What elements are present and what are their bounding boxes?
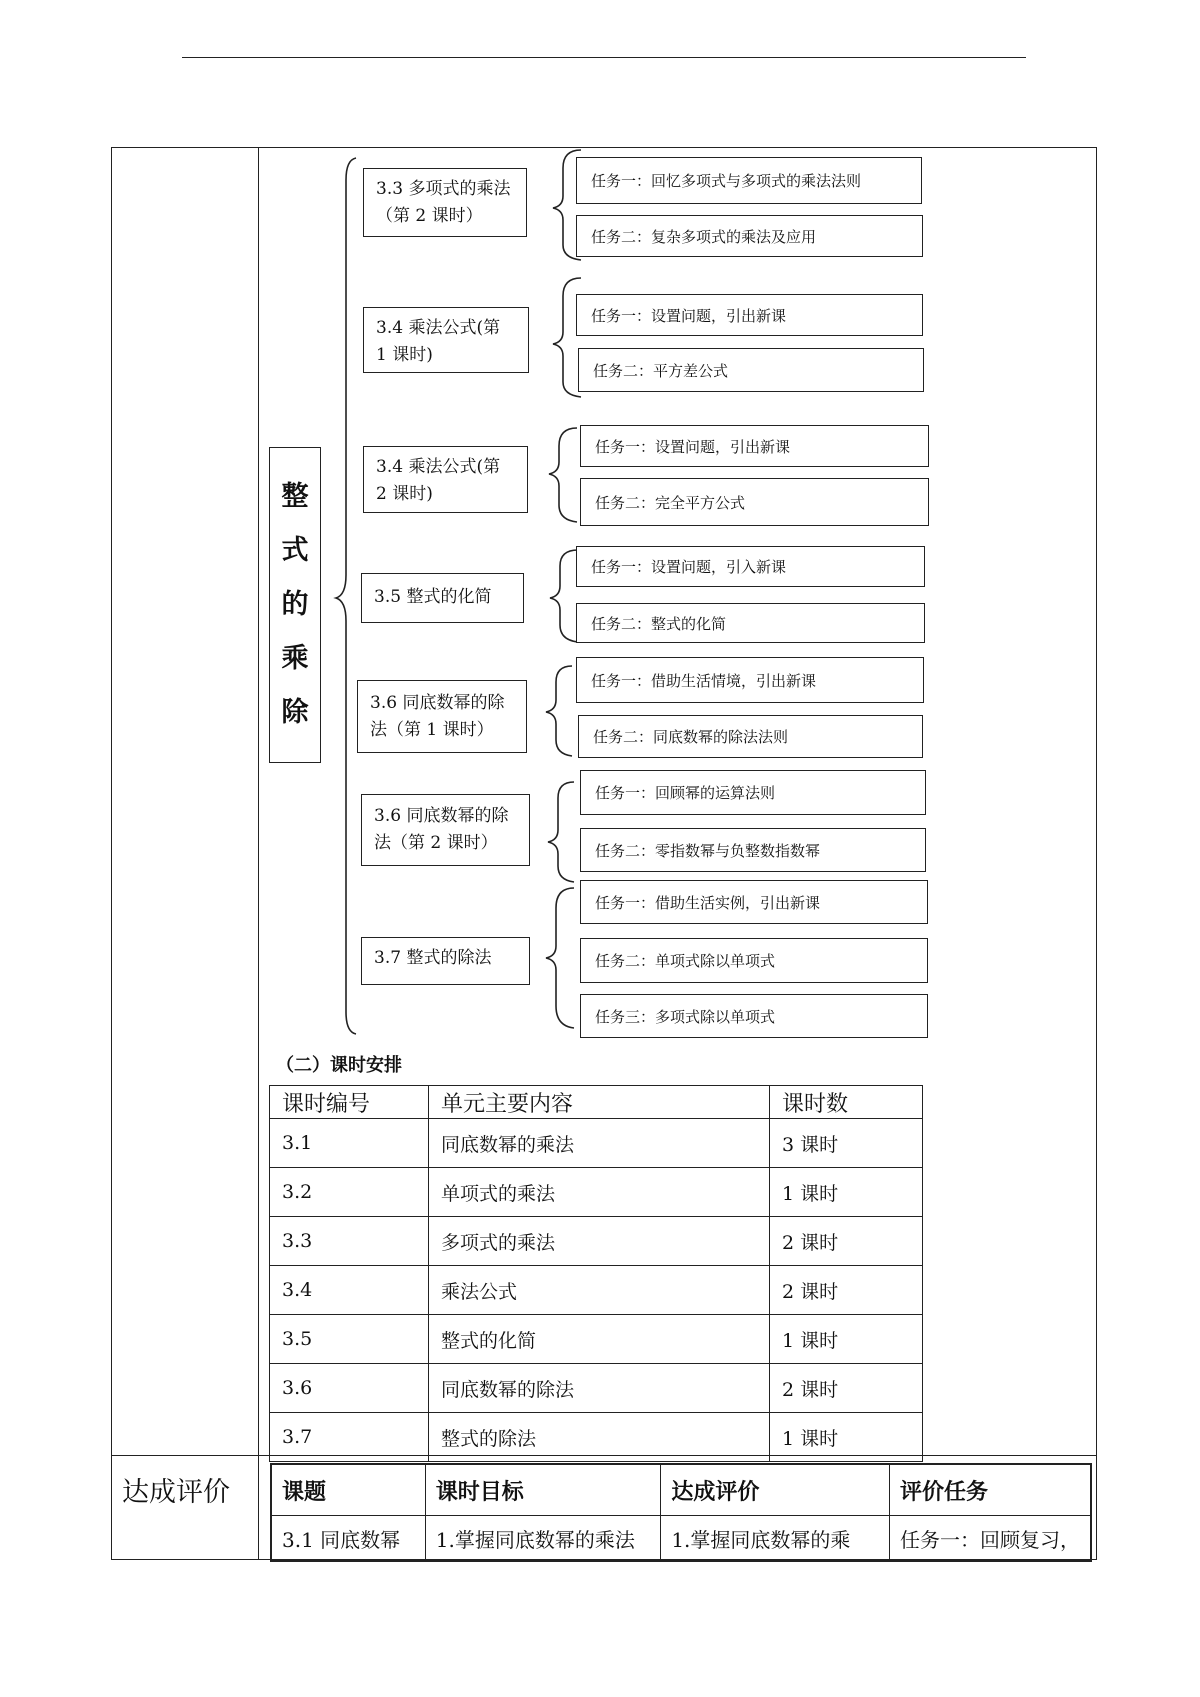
schedule-cell: 1 课时 xyxy=(770,1413,923,1462)
lesson-box-3-3: 3.3 多项式的乘法（第 2 课时） xyxy=(363,168,527,237)
unit-title-char: 的 xyxy=(281,589,309,620)
evaluation-header-cell: 课时目标 xyxy=(425,1464,661,1516)
task-box: 任务二：完全平方公式 xyxy=(580,478,929,526)
schedule-cell: 3.1 xyxy=(270,1119,429,1168)
schedule-cell: 多项式的乘法 xyxy=(429,1217,770,1266)
schedule-section-title: （二）课时安排 xyxy=(276,1055,402,1076)
unit-title-char: 除 xyxy=(281,697,309,728)
brace-3-4b xyxy=(549,428,577,522)
schedule-cell: 同底数幂的除法 xyxy=(429,1364,770,1413)
schedule-table xyxy=(269,1085,923,1462)
schedule-header-cell: 课时编号 xyxy=(270,1086,429,1119)
schedule-cell: 2 课时 xyxy=(770,1364,923,1413)
evaluation-table xyxy=(270,1463,1092,1562)
lesson-box-3-6b: 3.6 同底数幂的除法（第 2 课时） xyxy=(361,794,530,866)
task-box: 任务一：设置问题，引出新课 xyxy=(580,425,929,467)
evaluation-header-cell: 课题 xyxy=(271,1464,425,1516)
schedule-row xyxy=(270,1315,923,1364)
schedule-cell: 3.7 xyxy=(270,1413,429,1462)
task-box: 任务二：整式的化简 xyxy=(576,603,925,643)
task-box: 任务三：多项式除以单项式 xyxy=(580,994,928,1038)
evaluation-row xyxy=(271,1516,1091,1562)
schedule-cell: 同底数幂的乘法 xyxy=(429,1119,770,1168)
schedule-cell: 乘法公式 xyxy=(429,1266,770,1315)
task-box: 任务二：同底数幂的除法法则 xyxy=(578,715,923,758)
brace-3-6a xyxy=(546,666,572,756)
schedule-row xyxy=(270,1266,923,1315)
evaluation-cell: 任务一：回顾复习， xyxy=(890,1516,1092,1562)
schedule-cell: 2 课时 xyxy=(770,1266,923,1315)
schedule-header-row xyxy=(270,1086,923,1119)
evaluation-header-cell: 达成评价 xyxy=(661,1464,890,1516)
schedule-cell: 3 课时 xyxy=(770,1119,923,1168)
task-box: 任务一：借助生活实例，引出新课 xyxy=(580,880,928,924)
task-box: 任务二：单项式除以单项式 xyxy=(580,938,928,983)
brace-3-5 xyxy=(550,550,578,642)
brace-3-7 xyxy=(546,888,574,1028)
evaluation-header-cell: 评价任务 xyxy=(890,1464,1092,1516)
lesson-box-3-4b: 3.4 乘法公式(第 2 课时) xyxy=(363,446,528,513)
schedule-cell: 3.5 xyxy=(270,1315,429,1364)
schedule-cell: 3.4 xyxy=(270,1266,429,1315)
schedule-cell: 1 课时 xyxy=(770,1315,923,1364)
unit-title-char: 乘 xyxy=(281,643,309,674)
task-box: 任务二：零指数幂与负整数指数幂 xyxy=(580,828,926,872)
schedule-row xyxy=(270,1364,923,1413)
evaluation-cell: 1.掌握同底数幂的乘法 xyxy=(425,1516,661,1562)
schedule-row xyxy=(270,1217,923,1266)
evaluation-header-row xyxy=(271,1464,1091,1516)
schedule-row xyxy=(270,1168,923,1217)
schedule-cell: 3.2 xyxy=(270,1168,429,1217)
schedule-header-cell: 课时数 xyxy=(770,1086,923,1119)
schedule-row xyxy=(270,1413,923,1462)
schedule-row xyxy=(270,1119,923,1168)
task-box: 任务一：设置问题，引入新课 xyxy=(576,546,925,587)
schedule-cell: 单项式的乘法 xyxy=(429,1168,770,1217)
schedule-cell: 3.6 xyxy=(270,1364,429,1413)
evaluation-label: 达成评价 xyxy=(122,1477,230,1508)
lesson-box-3-5: 3.5 整式的化简 xyxy=(361,573,524,623)
schedule-cell: 整式的化简 xyxy=(429,1315,770,1364)
schedule-cell: 2 课时 xyxy=(770,1217,923,1266)
task-box: 任务一：回顾幂的运算法则 xyxy=(580,770,926,815)
schedule-cell: 整式的除法 xyxy=(429,1413,770,1462)
unit-title-char: 式 xyxy=(281,535,309,566)
lesson-box-3-7: 3.7 整式的除法 xyxy=(361,937,530,985)
brace-3-6b xyxy=(548,782,574,882)
big-brace xyxy=(336,158,356,1034)
unit-title-char: 整 xyxy=(281,481,309,512)
lesson-box-3-4a: 3.4 乘法公式(第 1 课时) xyxy=(363,307,529,373)
task-box: 任务一：回忆多项式与多项式的乘法法则 xyxy=(576,157,922,204)
evaluation-cell: 3.1 同底数幂 xyxy=(271,1516,425,1562)
schedule-header-cell: 单元主要内容 xyxy=(429,1086,770,1119)
evaluation-cell: 1.掌握同底数幂的乘 xyxy=(661,1516,890,1562)
task-box: 任务二：复杂多项式的乘法及应用 xyxy=(576,215,923,257)
lesson-box-3-6a: 3.6 同底数幂的除法（第 1 课时） xyxy=(357,680,527,753)
task-box: 任务二：平方差公式 xyxy=(578,348,924,392)
task-box: 任务一：设置问题，引出新课 xyxy=(576,294,923,336)
schedule-cell: 3.3 xyxy=(270,1217,429,1266)
task-box: 任务一：借助生活情境，引出新课 xyxy=(576,657,924,703)
schedule-cell: 1 课时 xyxy=(770,1168,923,1217)
